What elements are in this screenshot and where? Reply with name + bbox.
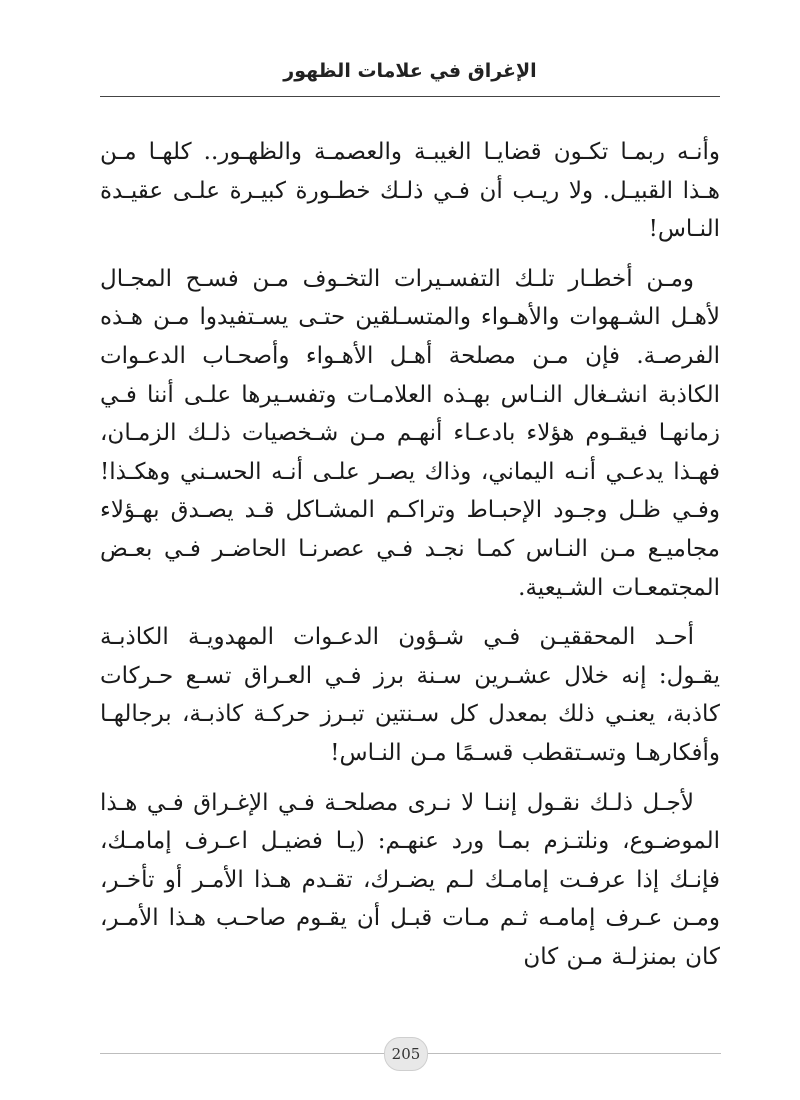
paragraph-3: أحـد المحققيـن فـي شـؤون الدعـوات المهدويـة الكاذبـة يقـول: إنه خلال عشـرين سـنة برز فـي العـراق تسـع حـركات كاذبة، يعنـي ذلك بمعدل كل سـنتين تبـرز حركـة كاذبـة، برجالهـا وأفكارهـا وتسـتقطب قسـمًا مـن النـاس!: [100, 624, 720, 766]
paragraph-1: وأنـه ربمـا تكـون قضايـا الغيبـة والعصمـة والظهـور.. كلهـا مـن هـذا القبيـل. ولا ريـب أن فـي ذلـك خطـورة كبيـرة علـى عقيـدة النـاس!: [100, 139, 720, 243]
paragraph-4: لأجـل ذلـك نقـول إننـا لا نـرى مصلحـة فـي الإغـراق فـي هـذا الموضـوع، ونلتـزم بمـا ورد عنهـم: (يـا فضيـل اعـرف إمامـك، فإنـك إذا عرفـت إمامـك لـم يضـرك، تقـدم هـذا الأمـر أو تأخـر، ومـن عـرف إمامـه ثـم مـات قبـل أن يقـوم صاحـب هـذا الأمـر، كان بمنزلـة مـن كان: [100, 789, 720, 970]
body-text: [100, 133, 720, 976]
page-number-badge: 205: [384, 1037, 428, 1071]
footer-divider-right: [425, 1053, 721, 1054]
header-divider: [100, 96, 720, 97]
paragraph-2: ومـن أخطـار تلـك التفسـيرات التخـوف مـن فسـح المجـال لأهـل الشـهوات والأهـواء والمتسـلقين حتـى يسـتفيدوا مـن هـذه الفرصـة. فإن مـن مصلحة أهـل الأهـواء وأصحـاب الدعـوات الكاذبة انشـغال النـاس بهـذه العلامـات وتفسـيرها علـى أننا فـي زمانهـا فيقـوم هؤلاء بادعـاء أنهـم مـن شـخصيات ذلـك الزمـان، فهـذا يدعـي أنـه اليماني، وذاك يصـر علـى أنـه الحسـني وهكـذا! وفـي ظـل وجـود الإحبـاط وتراكـم المشـاكل قـد يصـدق بهـؤلاء مجاميـع مـن النـاس كمـا نجـد فـي عصرنـا الحاضـر فـي بعـض المجتمعـات الشـيعية.: [100, 265, 720, 601]
running-header-title: الإغراق في علامات الظهور: [283, 60, 537, 82]
footer-divider-left: [100, 1053, 386, 1054]
